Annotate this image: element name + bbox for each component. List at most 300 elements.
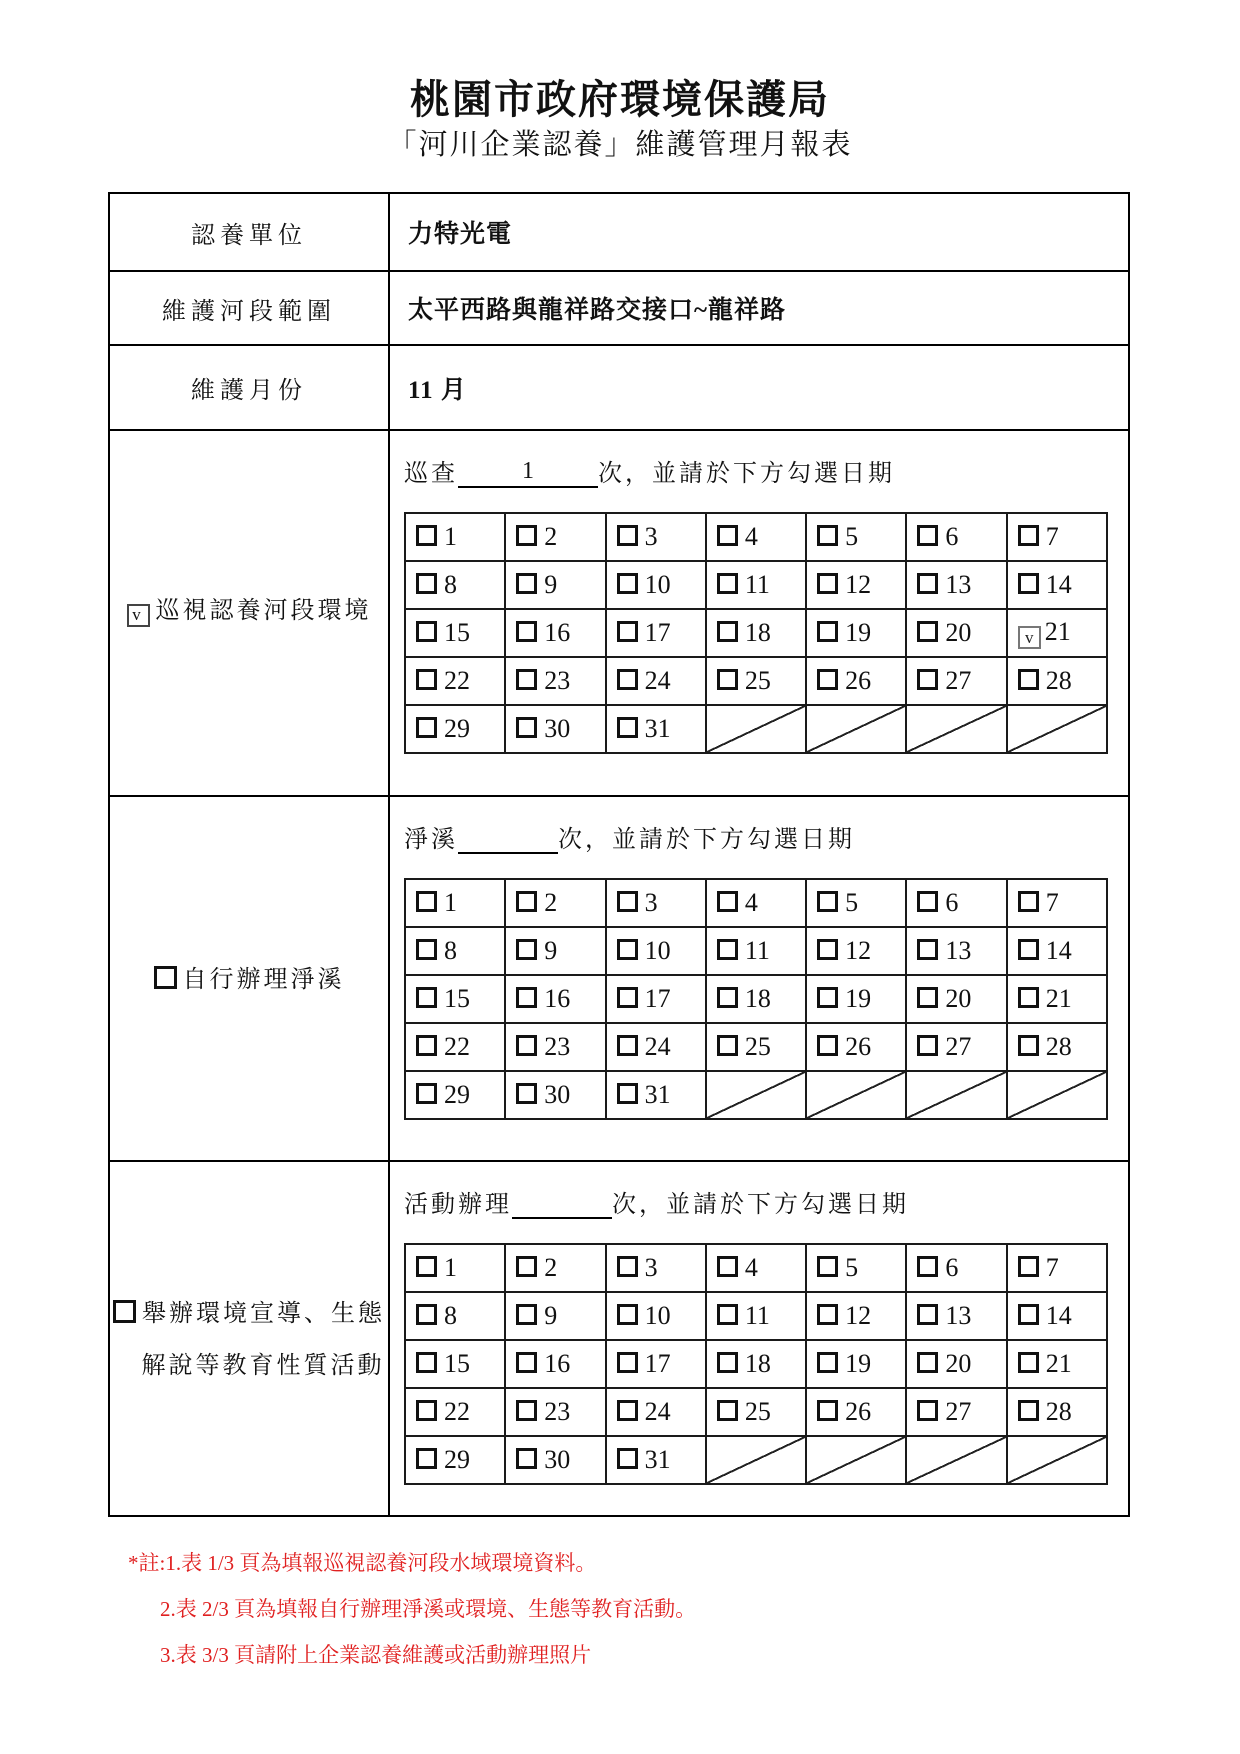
unchecked-checkbox-icon	[717, 1035, 738, 1056]
count-value: 1	[522, 458, 534, 484]
unchecked-checkbox-icon	[717, 1400, 738, 1421]
day-cell	[505, 1340, 605, 1388]
day-number: 10	[644, 570, 671, 599]
day-cell	[606, 561, 706, 609]
day-number: 19	[845, 984, 872, 1013]
day-cell	[606, 609, 706, 657]
day-number: 27	[945, 666, 972, 695]
unchecked-checkbox-icon	[1018, 1400, 1039, 1421]
day-cell	[1007, 609, 1107, 657]
day-number: 31	[644, 1445, 671, 1474]
day-cell	[505, 657, 605, 705]
day-cell	[505, 927, 605, 975]
section-label-line: 自行辦理淨溪	[182, 966, 345, 993]
unchecked-checkbox-icon	[717, 1256, 738, 1277]
unchecked-checkbox-icon	[416, 1352, 437, 1373]
unchecked-checkbox-icon	[817, 621, 838, 642]
unchecked-checkbox-icon	[617, 1304, 638, 1325]
unchecked-checkbox-icon	[1018, 891, 1039, 912]
day-cell	[1007, 975, 1107, 1023]
unchecked-checkbox-icon	[416, 891, 437, 912]
unchecked-checkbox-icon	[717, 939, 738, 960]
unchecked-checkbox-icon	[1018, 1352, 1039, 1373]
unchecked-checkbox-icon	[717, 891, 738, 912]
section-header	[404, 453, 1128, 488]
day-number: 26	[845, 1397, 872, 1426]
day-cell	[505, 561, 605, 609]
day-cell	[405, 1023, 505, 1071]
unchecked-checkbox-icon	[917, 987, 938, 1008]
day-cell	[806, 609, 906, 657]
day-cell	[405, 609, 505, 657]
day-cell	[806, 1244, 906, 1292]
day-cell	[505, 1023, 605, 1071]
day-number: 13	[945, 570, 972, 599]
calendar-row	[405, 1436, 1107, 1484]
unchecked-checkbox-icon	[516, 525, 537, 546]
day-cell	[706, 975, 806, 1023]
unchecked-checkbox-icon	[416, 1256, 437, 1277]
day-cell	[706, 1388, 806, 1436]
day-cell	[806, 975, 906, 1023]
day-number: 30	[544, 1080, 571, 1109]
info-value: 11 月	[408, 376, 467, 404]
calendar-row	[405, 879, 1107, 927]
day-number: 3	[644, 522, 658, 551]
day-cell	[405, 1388, 505, 1436]
day-cell	[405, 1071, 505, 1119]
calendar-row	[405, 1071, 1107, 1119]
day-number: 3	[644, 1253, 658, 1282]
day-number: 3	[644, 888, 658, 917]
day-cell	[906, 657, 1006, 705]
day-number: 22	[444, 666, 470, 695]
day-number: 25	[744, 1032, 771, 1061]
unchecked-checkbox-icon	[516, 1448, 537, 1469]
header-suffix: 次，並請於下方勾選日期	[598, 461, 895, 487]
unchecked-checkbox-icon	[717, 987, 738, 1008]
unchecked-checkbox-icon	[617, 1035, 638, 1056]
unchecked-checkbox-icon	[917, 939, 938, 960]
section-label-text	[113, 1300, 385, 1378]
day-number: 9	[544, 936, 558, 965]
header-prefix: 活動辦理	[404, 1192, 512, 1218]
date-calendar	[404, 512, 1108, 754]
day-number: 12	[845, 1301, 872, 1330]
unchecked-checkbox-icon	[717, 1352, 738, 1373]
diagonal-empty-cell	[706, 1071, 806, 1119]
diagonal-empty-cell	[806, 1071, 906, 1119]
info-value: 力特光電	[408, 221, 513, 248]
unchecked-checkbox-icon	[617, 1256, 638, 1277]
day-cell	[806, 1388, 906, 1436]
day-number: 22	[444, 1032, 470, 1061]
day-number: 17	[644, 984, 671, 1013]
day-cell	[405, 927, 505, 975]
day-number: 28	[1045, 666, 1072, 695]
day-number: 18	[744, 984, 771, 1013]
day-cell	[606, 1071, 706, 1119]
day-number: 5	[845, 522, 859, 551]
calendar-row	[405, 561, 1107, 609]
day-cell	[606, 705, 706, 753]
day-cell	[505, 609, 605, 657]
day-number: 16	[544, 1349, 571, 1378]
unchecked-checkbox-icon	[917, 621, 938, 642]
unchecked-checkbox-icon	[917, 1035, 938, 1056]
day-number: 29	[444, 714, 470, 743]
unchecked-checkbox-icon	[717, 1304, 738, 1325]
day-cell	[606, 1244, 706, 1292]
calendar-row	[405, 609, 1107, 657]
unchecked-checkbox-icon	[1018, 573, 1039, 594]
unchecked-checkbox-icon	[917, 1256, 938, 1277]
day-cell	[906, 927, 1006, 975]
unchecked-checkbox-icon	[416, 1083, 437, 1104]
unchecked-checkbox-icon	[516, 573, 537, 594]
day-cell	[906, 879, 1006, 927]
unchecked-checkbox-icon	[1018, 525, 1039, 546]
day-number: 16	[544, 618, 571, 647]
page-title: 桃園市政府環境保護局	[410, 77, 830, 122]
note-line: 2.表 2/3 頁為填報自行辦理淨溪或環境、生態等教育活動。	[160, 1597, 697, 1621]
day-cell	[606, 1436, 706, 1484]
day-number: 31	[644, 714, 671, 743]
day-cell	[505, 1436, 605, 1484]
header-suffix: 次，並請於下方勾選日期	[558, 827, 855, 853]
day-cell	[806, 657, 906, 705]
unchecked-checkbox-icon	[917, 1400, 938, 1421]
day-cell	[1007, 1388, 1107, 1436]
info-row-unit	[110, 194, 1128, 272]
unchecked-checkbox-icon	[416, 669, 437, 690]
day-cell	[606, 1388, 706, 1436]
unchecked-checkbox-icon	[1018, 1035, 1039, 1056]
unchecked-checkbox-icon	[113, 1300, 136, 1323]
diagonal-empty-cell	[1007, 1071, 1107, 1119]
unchecked-checkbox-icon	[516, 1304, 537, 1325]
day-number: 23	[544, 666, 571, 695]
unchecked-checkbox-icon	[917, 1352, 938, 1373]
day-cell	[806, 879, 906, 927]
day-number: 9	[544, 1301, 558, 1330]
page-subtitle: 「河川企業認養」維護管理月報表	[387, 129, 853, 161]
calendar-row	[405, 705, 1107, 753]
unchecked-checkbox-icon	[817, 1352, 838, 1373]
section-label	[110, 797, 390, 1160]
day-cell	[405, 705, 505, 753]
info-row-month	[110, 346, 1128, 431]
unchecked-checkbox-icon	[617, 573, 638, 594]
day-cell	[405, 879, 505, 927]
date-calendar	[404, 878, 1108, 1120]
day-number: 8	[444, 936, 457, 965]
day-number: 11	[744, 936, 770, 965]
day-cell	[706, 879, 806, 927]
day-number: 8	[444, 570, 457, 599]
diagonal-empty-cell	[906, 1071, 1006, 1119]
unchecked-checkbox-icon	[516, 621, 537, 642]
day-number: 10	[644, 936, 671, 965]
unchecked-checkbox-icon	[617, 669, 638, 690]
day-cell	[706, 927, 806, 975]
day-number: 13	[945, 936, 972, 965]
day-number: 19	[845, 1349, 872, 1378]
section-label	[110, 431, 390, 795]
day-number: 28	[1045, 1032, 1072, 1061]
unchecked-checkbox-icon	[717, 669, 738, 690]
unchecked-checkbox-icon	[416, 1400, 437, 1421]
unchecked-checkbox-icon	[416, 939, 437, 960]
day-number: 8	[444, 1301, 457, 1330]
unchecked-checkbox-icon	[817, 891, 838, 912]
day-number: 21	[1044, 617, 1071, 646]
day-number: 15	[444, 1349, 470, 1378]
day-number: 14	[1045, 1301, 1072, 1330]
diagonal-empty-cell	[906, 705, 1006, 753]
day-cell	[1007, 1023, 1107, 1071]
day-number: 6	[945, 522, 959, 551]
unchecked-checkbox-icon	[617, 939, 638, 960]
day-cell	[706, 657, 806, 705]
section-content	[390, 431, 1128, 795]
unchecked-checkbox-icon	[617, 1448, 638, 1469]
unchecked-checkbox-icon	[817, 669, 838, 690]
day-number: 16	[544, 984, 571, 1013]
day-number: 28	[1045, 1397, 1072, 1426]
header-prefix: 淨溪	[404, 827, 458, 853]
day-cell	[706, 609, 806, 657]
calendar-row	[405, 657, 1107, 705]
day-number: 20	[945, 1349, 972, 1378]
day-cell	[606, 1340, 706, 1388]
day-cell	[906, 1244, 1006, 1292]
day-cell	[806, 1292, 906, 1340]
day-number: 2	[544, 522, 558, 551]
day-cell	[906, 1292, 1006, 1340]
day-number: 27	[945, 1032, 972, 1061]
unchecked-checkbox-icon	[1018, 1256, 1039, 1277]
count-blank	[458, 456, 598, 488]
day-cell	[1007, 513, 1107, 561]
unchecked-checkbox-icon	[516, 1352, 537, 1373]
info-value: 太平西路與龍祥路交接口~龍祥路	[408, 297, 787, 324]
day-cell	[405, 1244, 505, 1292]
unchecked-checkbox-icon	[617, 891, 638, 912]
unchecked-checkbox-icon	[516, 717, 537, 738]
unchecked-checkbox-icon	[817, 987, 838, 1008]
unchecked-checkbox-icon	[617, 1352, 638, 1373]
unchecked-checkbox-icon	[416, 987, 437, 1008]
unchecked-checkbox-icon	[717, 573, 738, 594]
section-header	[404, 819, 1128, 854]
day-cell	[1007, 879, 1107, 927]
unchecked-checkbox-icon	[1018, 1304, 1039, 1325]
unchecked-checkbox-icon	[516, 1083, 537, 1104]
unchecked-checkbox-icon	[917, 525, 938, 546]
day-number: 24	[644, 1397, 671, 1426]
day-number: 25	[744, 1397, 771, 1426]
calendar-row	[405, 1340, 1107, 1388]
day-number: 21	[1045, 984, 1072, 1013]
day-cell	[1007, 1340, 1107, 1388]
day-cell	[505, 879, 605, 927]
day-cell	[806, 1340, 906, 1388]
section-label-line: 巡視認養河段環境	[155, 598, 372, 624]
section-label-line: 解說等教育性質活動	[141, 1352, 385, 1379]
day-cell	[1007, 927, 1107, 975]
day-number: 19	[845, 618, 872, 647]
calendar-row	[405, 1388, 1107, 1436]
day-cell	[1007, 1292, 1107, 1340]
day-cell	[706, 561, 806, 609]
day-number: 7	[1045, 888, 1059, 917]
unchecked-checkbox-icon	[1018, 669, 1039, 690]
info-label: 維護河段範圍	[110, 272, 390, 344]
unchecked-checkbox-icon	[416, 621, 437, 642]
day-cell	[505, 513, 605, 561]
info-label: 認養單位	[110, 194, 390, 270]
day-cell	[906, 1340, 1006, 1388]
info-label: 維護月份	[110, 346, 390, 429]
unchecked-checkbox-icon	[416, 717, 437, 738]
unchecked-checkbox-icon	[817, 1400, 838, 1421]
calendar-row	[405, 975, 1107, 1023]
day-cell	[606, 879, 706, 927]
unchecked-checkbox-icon	[516, 1035, 537, 1056]
day-number: 1	[444, 522, 457, 551]
day-number: 23	[544, 1032, 571, 1061]
footnotes	[128, 1540, 1028, 1678]
day-cell	[405, 513, 505, 561]
day-cell	[1007, 657, 1107, 705]
day-number: 20	[945, 984, 972, 1013]
unchecked-checkbox-icon	[416, 1304, 437, 1325]
section-label-text	[154, 966, 345, 992]
day-cell	[606, 927, 706, 975]
unchecked-checkbox-icon	[1018, 939, 1039, 960]
day-number: 25	[744, 666, 771, 695]
day-number: 15	[444, 984, 470, 1013]
unchecked-checkbox-icon	[516, 939, 537, 960]
day-number: 18	[744, 1349, 771, 1378]
day-cell	[505, 975, 605, 1023]
diagonal-empty-cell	[1007, 1436, 1107, 1484]
unchecked-checkbox-icon	[516, 1256, 537, 1277]
count-blank	[512, 1187, 612, 1219]
day-number: 2	[544, 1253, 558, 1282]
day-cell	[806, 561, 906, 609]
section-activity	[110, 1162, 1128, 1515]
day-cell	[405, 561, 505, 609]
day-number: 13	[945, 1301, 972, 1330]
unchecked-checkbox-icon	[917, 669, 938, 690]
unchecked-checkbox-icon	[516, 987, 537, 1008]
unchecked-checkbox-icon	[416, 573, 437, 594]
day-cell	[606, 1292, 706, 1340]
note-line: 3.表 3/3 頁請附上企業認養維護或活動辦理照片	[160, 1643, 592, 1667]
unchecked-checkbox-icon	[154, 966, 177, 989]
day-cell	[706, 1292, 806, 1340]
day-cell	[505, 1244, 605, 1292]
unchecked-checkbox-icon	[717, 525, 738, 546]
day-number: 14	[1045, 570, 1072, 599]
day-cell	[606, 513, 706, 561]
day-cell	[405, 1292, 505, 1340]
day-cell	[505, 1388, 605, 1436]
day-number: 6	[945, 888, 959, 917]
day-number: 10	[644, 1301, 671, 1330]
calendar-row	[405, 1292, 1107, 1340]
section-content	[390, 797, 1128, 1160]
day-cell	[1007, 561, 1107, 609]
day-cell	[906, 1388, 1006, 1436]
section-label-text	[127, 599, 372, 627]
day-cell	[405, 1340, 505, 1388]
day-number: 27	[945, 1397, 972, 1426]
day-cell	[405, 975, 505, 1023]
day-cell	[906, 609, 1006, 657]
day-number: 24	[644, 666, 671, 695]
unchecked-checkbox-icon	[516, 1400, 537, 1421]
day-cell	[906, 1023, 1006, 1071]
day-number: 17	[644, 1349, 671, 1378]
unchecked-checkbox-icon	[817, 525, 838, 546]
diagonal-empty-cell	[806, 705, 906, 753]
day-cell	[706, 513, 806, 561]
day-number: 29	[444, 1445, 470, 1474]
day-number: 5	[845, 888, 859, 917]
day-number: 11	[744, 1301, 770, 1330]
day-cell	[906, 561, 1006, 609]
day-number: 31	[644, 1080, 671, 1109]
calendar-row	[405, 927, 1107, 975]
day-cell	[505, 1292, 605, 1340]
checked-checkbox-icon: v	[1018, 626, 1041, 649]
day-number: 11	[744, 570, 770, 599]
day-number: 12	[845, 570, 872, 599]
day-number: 20	[945, 618, 972, 647]
day-number: 23	[544, 1397, 571, 1426]
day-cell	[606, 975, 706, 1023]
unchecked-checkbox-icon	[817, 1304, 838, 1325]
unchecked-checkbox-icon	[617, 987, 638, 1008]
day-cell	[706, 1244, 806, 1292]
day-cell	[606, 1023, 706, 1071]
diagonal-empty-cell	[906, 1436, 1006, 1484]
day-number: 30	[544, 1445, 571, 1474]
day-number: 26	[845, 1032, 872, 1061]
day-number: 15	[444, 618, 470, 647]
unchecked-checkbox-icon	[416, 1448, 437, 1469]
info-row-river-range	[110, 272, 1128, 346]
unchecked-checkbox-icon	[717, 621, 738, 642]
unchecked-checkbox-icon	[917, 1304, 938, 1325]
day-number: 1	[444, 888, 457, 917]
unchecked-checkbox-icon	[617, 1083, 638, 1104]
unchecked-checkbox-icon	[1018, 987, 1039, 1008]
unchecked-checkbox-icon	[917, 891, 938, 912]
day-number: 17	[644, 618, 671, 647]
unchecked-checkbox-icon	[516, 669, 537, 690]
unchecked-checkbox-icon	[817, 1035, 838, 1056]
day-number: 24	[644, 1032, 671, 1061]
section-content	[390, 1162, 1128, 1515]
note-line: *註:1.表 1/3 頁為填報巡視認養河段水域環境資料。	[128, 1551, 597, 1575]
day-cell	[806, 1023, 906, 1071]
day-number: 29	[444, 1080, 470, 1109]
day-cell	[606, 657, 706, 705]
